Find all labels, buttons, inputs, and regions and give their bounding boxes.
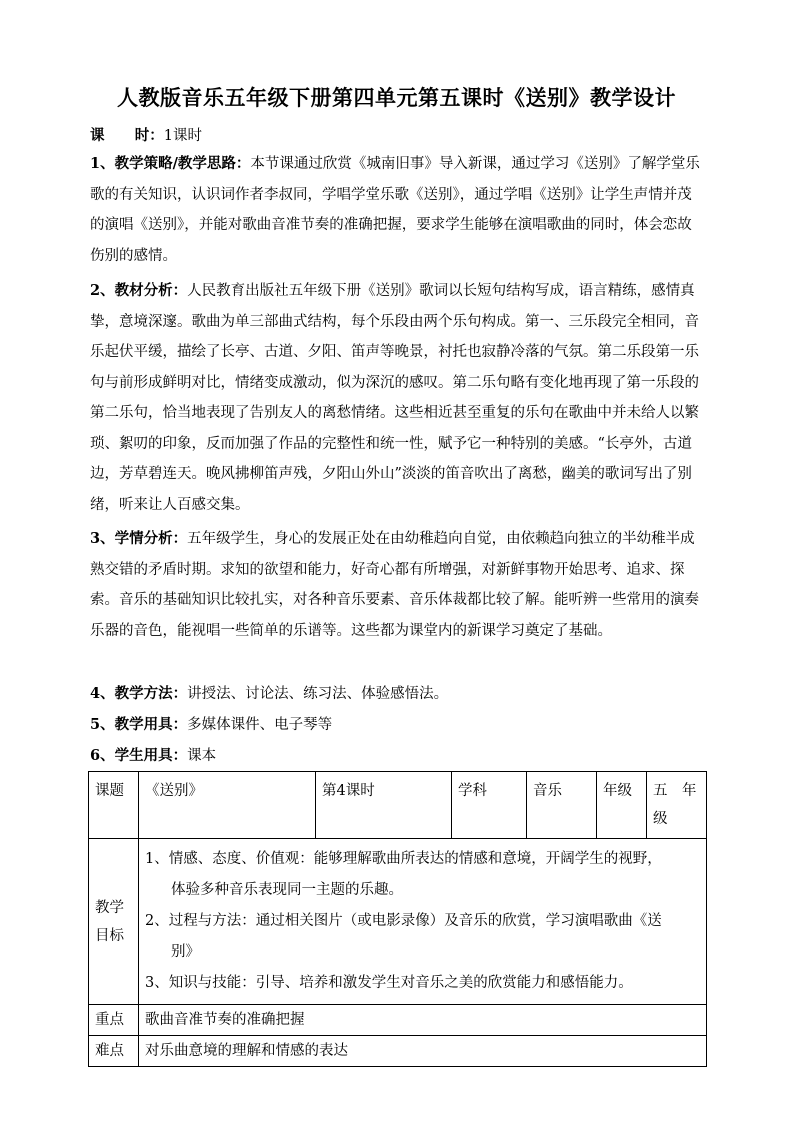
section-heading: 3、学情分析：: [90, 530, 188, 547]
section-text: 多媒体课件、电子琴等: [187, 717, 333, 733]
lesson-value: 1课时: [163, 128, 203, 144]
topic-value-cell: 《送别》: [139, 772, 316, 839]
section-heading: 6、学生用具：: [90, 747, 188, 764]
section-text: 五年级学生，身心的发展正处在由幼稚趋向自觉，由依赖趋向独立的半幼稚半成熟交错的矛盾时期。求知的欲望和能力，好奇心都有所增强，对新鲜事物开始思考、追求、探索。音乐的基础知识比较扎实，对各种音乐要素、音乐体裁都比较了解。能听辨一些常用的演奏乐器的音色，能视唱一些简单的乐谱等。这些都为课堂内的新课学习奠定了基础。: [90, 531, 699, 639]
subject-value-cell: 音乐: [527, 772, 597, 839]
lesson-label: 课 时：: [90, 127, 164, 144]
section-text: 人民教育出版社五年级下册《送别》歌词以长短句结构写成，语言精练，感情真挚，意境深邃。歌曲为单三部曲式结构，每个乐段由两个乐句构成。第一、三乐段完全相同，音乐起伏平缓，描绘了长亭、古道、夕阳、笛声等晚景，衬托也寂静冷落的气氛。第二乐段第一乐句与前形成鲜明对比，情绪变成激动，似为深沉的感叹。第二乐句略有变化地再现了第一乐段的第二乐句，恰当地表现了告别友人的离愁情绪。这些相近甚至重复的乐句在歌曲中并未给人以繁琐、絮叨的印象，反而加强了作品的完整性和统一性，赋予它一种特别的美感。“长亭外，古道边，芳草碧连天。晚风拂柳笛声残，夕阳山外山”淡淡的笛音吹出了离愁，幽美的歌词写出了别绪，听来让人百感交集。: [90, 283, 699, 513]
table-row: [89, 839, 707, 1005]
table-row: [89, 772, 707, 839]
key-point-cell: 歌曲音准节奏的准确把握: [139, 1005, 707, 1036]
difficulty-cell: 对乐曲意境的理解和情感的表达: [139, 1036, 707, 1067]
section-student-tools: [90, 741, 706, 772]
section-heading: 1、教学策略/教学思路：: [90, 155, 251, 172]
lesson-number-cell: 第4课时: [316, 772, 452, 839]
section-heading: 5、教学用具：: [90, 716, 188, 733]
topic-label-cell: 课题: [89, 772, 139, 839]
grade-value-cell: 五 年级: [647, 772, 707, 839]
document-title: 人教版音乐五年级下册第四单元第五课时《送别》教学设计: [117, 85, 676, 110]
key-point-label-cell: 重点: [89, 1005, 139, 1036]
goal-item: 1、情感、态度、价值观：能够理解歌曲所表达的情感和意境，开阔学生的视野，: [145, 851, 662, 867]
goal-item: 2、过程与方法：通过相关图片（或电影录像）及音乐的欣赏，学习演唱歌曲《送: [145, 913, 662, 929]
table-row: [89, 1036, 707, 1067]
section-text: 课本: [187, 748, 217, 764]
section-text: 本节课通过欣赏《城南旧事》导入新课，通过学习《送别》了解学堂乐歌的有关知识，认识词作者李叔同，学唱学堂乐歌《送别》，通过学唱《送别》让学生声情并茂的演唱《送别》，并能对歌曲音准节奏的准确把握，要求学生能够在演唱歌曲的同时，体会恋故伤别的感情。: [90, 156, 700, 264]
grade-label-cell: 年级: [597, 772, 647, 839]
lesson-line: [90, 126, 202, 146]
table-row: [89, 1005, 707, 1036]
section-methods: [90, 679, 706, 710]
goals-cell: [139, 839, 707, 1005]
goal-item: 3、知识与技能：引导、培养和激发学生对音乐之美的欣赏能力和感悟能力。: [145, 975, 633, 991]
difficulty-label-cell: 难点: [89, 1036, 139, 1067]
goals-label-cell: 教学目标: [89, 839, 139, 1005]
goal-item-continued: 别》: [171, 944, 200, 960]
section-students: [90, 524, 706, 646]
section-strategy: [90, 149, 706, 271]
subject-label-cell: 学科: [452, 772, 527, 839]
section-heading: 4、教学方法：: [90, 685, 188, 702]
section-tools: [90, 710, 706, 741]
lesson-plan-table: [88, 771, 707, 1067]
section-heading: 2、教材分析：: [90, 282, 188, 299]
section-material: [90, 276, 706, 520]
section-text: 讲授法、讨论法、练习法、体验感悟法。: [187, 686, 449, 702]
goal-item-continued: 体验多种音乐表现同一主题的乐趣。: [171, 882, 403, 898]
